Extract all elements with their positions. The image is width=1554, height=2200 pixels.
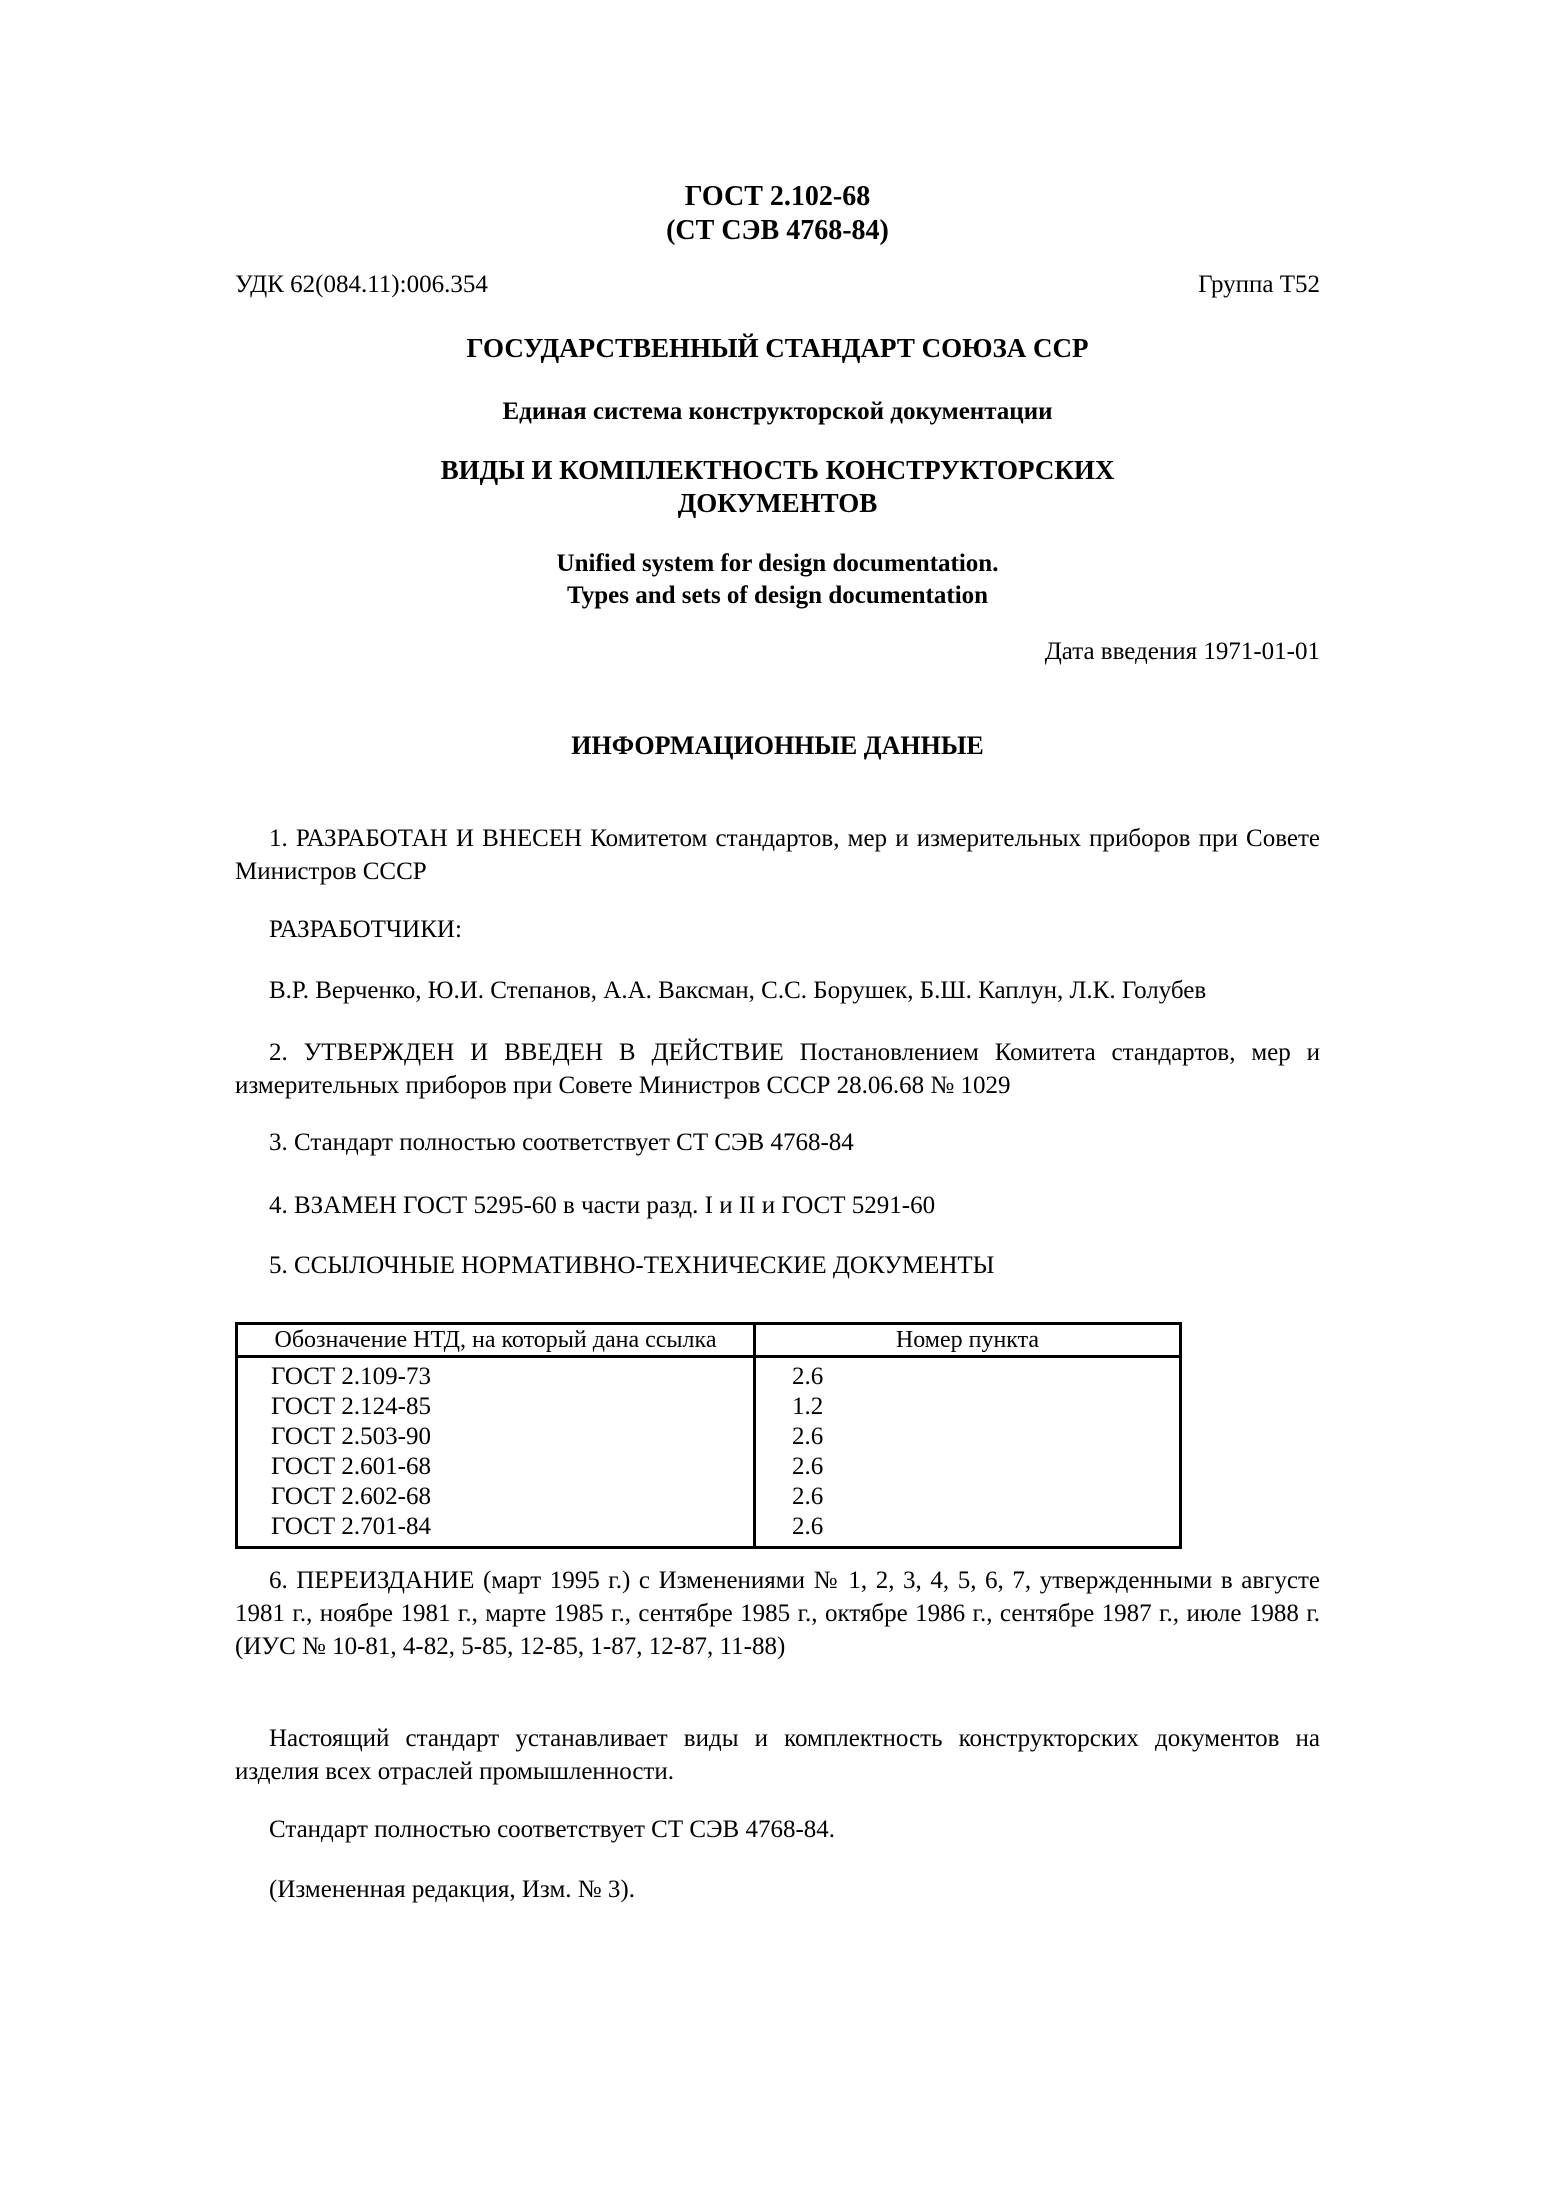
doc-number: ГОСТ 2.102-68 [684, 181, 871, 212]
table-cell-designation: ГОСТ 2.601-68 [237, 1452, 755, 1482]
table-cell-clause: 2.6 [792, 1513, 824, 1540]
references-table [235, 1322, 1182, 1549]
table-cell-clause: 1.2 [792, 1393, 824, 1420]
table-row [237, 1392, 1181, 1422]
doc-title-en-line2: Types and sets of design documentation [566, 582, 989, 609]
info-data-heading: ИНФОРМАЦИОННЫЕ ДАННЫЕ [571, 731, 984, 760]
group-code: Группа Т52 [1198, 271, 1320, 298]
table-cell-clause: 2.6 [792, 1453, 824, 1480]
table-cell-designation: ГОСТ 2.109-73 [237, 1357, 755, 1393]
table-row [237, 1512, 1181, 1548]
table-cell-designation: ГОСТ 2.602-68 [237, 1482, 755, 1512]
table-cell-clause: 2.6 [792, 1363, 824, 1390]
table-cell-clause: 2.6 [792, 1423, 824, 1450]
paragraph-conformity: Стандарт полностью соответствует СТ СЭВ 4768-84. [269, 1816, 836, 1843]
doc-title-english [235, 548, 1320, 612]
paragraph-replaces: 4. ВЗАМЕН ГОСТ 5295-60 в части разд. I и II и ГОСТ 5291-60 [269, 1192, 936, 1219]
paragraph-conformity-item: 3. Стандарт полностью соответствует СТ СЭВ 4768-84 [269, 1129, 854, 1156]
table-cell-designation: ГОСТ 2.701-84 [237, 1512, 755, 1548]
doc-title-en-line1: Unified system for design documentation. [556, 550, 999, 577]
table-header-designation: Обозначение НТД, на который дана ссылка [237, 1324, 755, 1357]
table-row [237, 1482, 1181, 1512]
paragraph-approved: 2. УТВЕРЖДЕН И ВВЕДЕН В ДЕЙСТВИЕ Постановлением Комитета стандартов, мер и измерительных приборов при Совете Министров СССР 28.06.68 № 1029 [235, 1039, 1320, 1099]
standard-type-heading: ГОСУДАРСТВЕННЫЙ СТАНДАРТ СОЮЗА ССР [466, 333, 1089, 363]
doc-number-alt: (СТ СЭВ 4768-84) [666, 215, 889, 246]
developers-list: В.Р. Верченко, Ю.И. Степанов, А.А. Ваксман, С.С. Борушек, Б.Ш. Каплун, Л.К. Голубев [269, 977, 1207, 1004]
table-row [237, 1452, 1181, 1482]
doc-title-line1: ВИДЫ И КОМПЛЕКТНОСТЬ КОНСТРУКТОРСКИХ [440, 455, 1115, 485]
udk-code: УДК 62(084.11):006.354 [235, 271, 488, 298]
revision-note: (Измененная редакция, Изм. № 3). [269, 1876, 635, 1903]
table-cell-clause: 2.6 [792, 1483, 824, 1510]
developers-label: РАЗРАБОТЧИКИ: [269, 916, 462, 943]
table-cell-designation: ГОСТ 2.124-85 [237, 1392, 755, 1422]
eskd-system-subtitle: Единая система конструкторской документации [502, 398, 1053, 425]
doc-title-line2: ДОКУМЕНТОВ [677, 488, 878, 518]
paragraph-developed: 1. РАЗРАБОТАН И ВНЕСЕН Комитетом стандартов, мер и измерительных приборов при Совете Министров СССР [235, 825, 1320, 885]
udk-group-row [235, 271, 1320, 299]
doc-title [235, 454, 1320, 520]
table-row [237, 1357, 1181, 1393]
table-header-clause: Номер пункта [755, 1324, 1181, 1357]
doc-number-block [235, 180, 1320, 248]
effective-date: Дата введения 1971-01-01 [1044, 638, 1320, 665]
paragraph-scope: Настоящий стандарт устанавливает виды и комплектность конструкторских документов на изделия всех отраслей промышленности. [235, 1725, 1320, 1785]
paragraph-reissue: 6. ПЕРЕИЗДАНИЕ (март 1995 г.) с Изменениями № 1, 2, 3, 4, 5, 6, 7, утвержденными в августе 1981 г., ноябре 1981 г., марте 1985 г., сентябре 1985 г., октябре 1986 г., сентябре 1987 г., июле 1988 г. (ИУС № 10-81, 4-82, 5-85, 12-85, 1-87, 12-87, 11-88) [235, 1567, 1320, 1660]
references-table-wrap [235, 1322, 1182, 1549]
table-cell-designation: ГОСТ 2.503-90 [237, 1422, 755, 1452]
table-header-row [237, 1324, 1181, 1357]
table-row [237, 1422, 1181, 1452]
paragraph-references-heading: 5. ССЫЛОЧНЫЕ НОРМАТИВНО-ТЕХНИЧЕСКИЕ ДОКУМЕНТЫ [269, 1252, 995, 1279]
